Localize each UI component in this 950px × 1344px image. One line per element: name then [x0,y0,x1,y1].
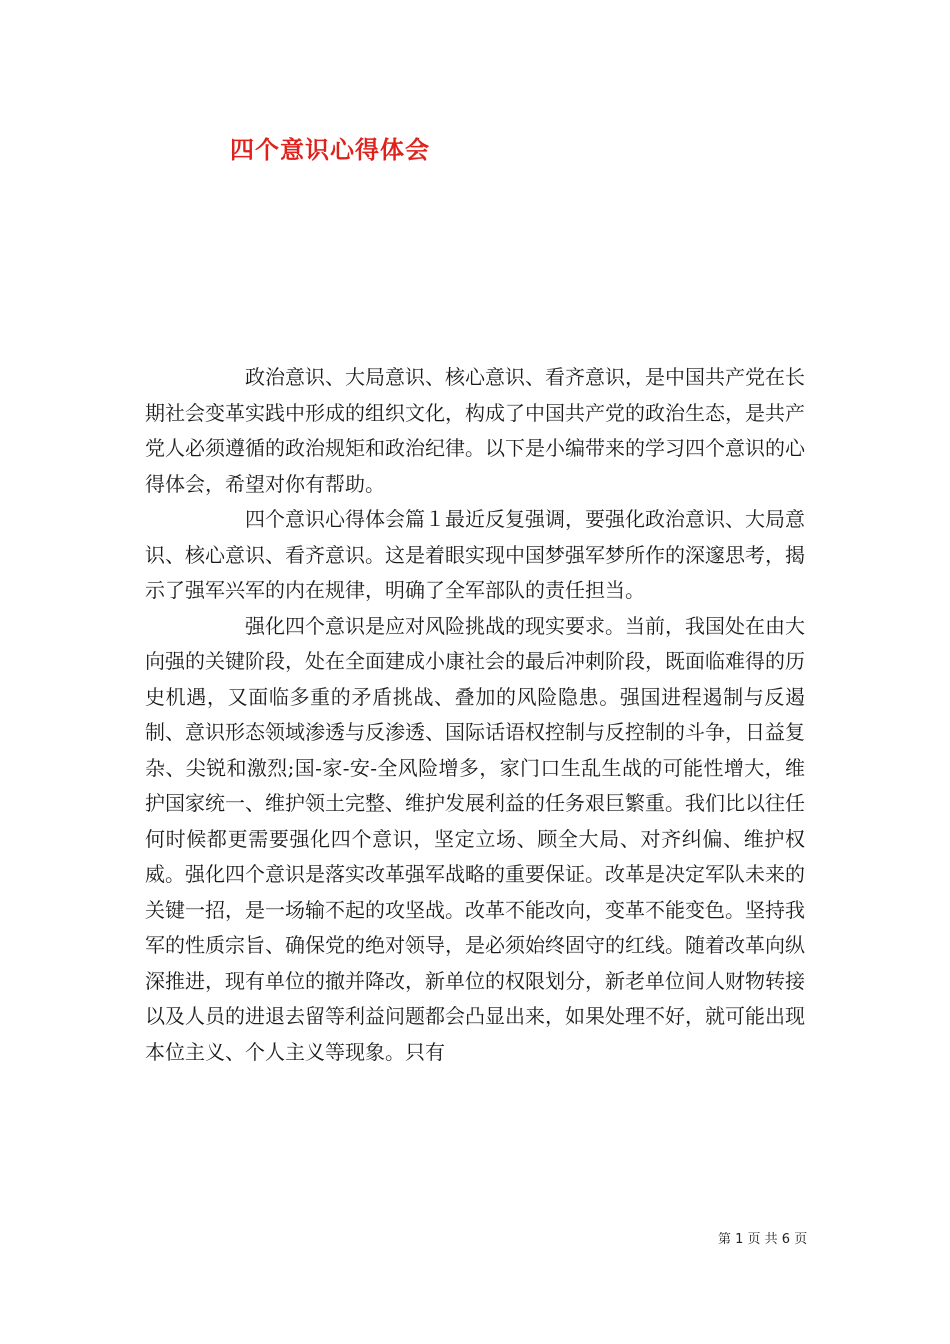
document-body [145,360,805,1070]
page-number-footer: 第 1 页 共 6 页 [718,1232,808,1247]
paragraph-3: 强化四个意识是应对风险挑战的现实要求。当前，我国处在由大向强的关键阶段，处在全面建成小康社会的最后冲刺阶段，既面临难得的历史机遇，又面临多重的矛盾挑战、叠加的风险隐患。强国进程遏制与反遏制、意识形态领域渗透与反渗透、国际话语权控制与反控制的斗争，日益复杂、尖锐和激烈;国-家-安-全风险增多，家门口生乱生战的可能性增大，维护国家统一、维护领土完整、维护发展利益的任务艰巨繁重。我们比以往任何时候都更需要强化四个意识，坚定立场、顾全大局、对齐纠偏、维护权威。强化四个意识是落实改革强军战略的重要保证。改革是决定军队未来的关键一招，是一场输不起的攻坚战。改革不能改向，变革不能变色。坚持我军的性质宗旨、确保党的绝对领导，是必须始终固守的红线。随着改革向纵深推进，现有单位的撤并降改，新单位的权限划分，新老单位间人财物转接以及人员的进退去留等利益问题都会凸显出来，如果处理不好，就可能出现本位主义、个人主义等现象。只有 [145,613,805,1064]
paragraph-1: 政治意识、大局意识、核心意识、看齐意识，是中国共产党在长期社会变革实践中形成的组织文化，构成了中国共产党的政治生态，是共产党人必须遵循的政治规矩和政治纪律。以下是小编带来的学习四个意识的心得体会，希望对你有帮助。 [145,365,805,496]
paragraph-2: 四个意识心得体会篇１最近反复强调，要强化政治意识、大局意识、核心意识、看齐意识。这是着眼实现中国梦强军梦所作的深邃思考，揭示了强军兴军的内在规律，明确了全军部队的责任担当。 [145,507,805,602]
document-title: 四个意识心得体会 [230,136,430,164]
